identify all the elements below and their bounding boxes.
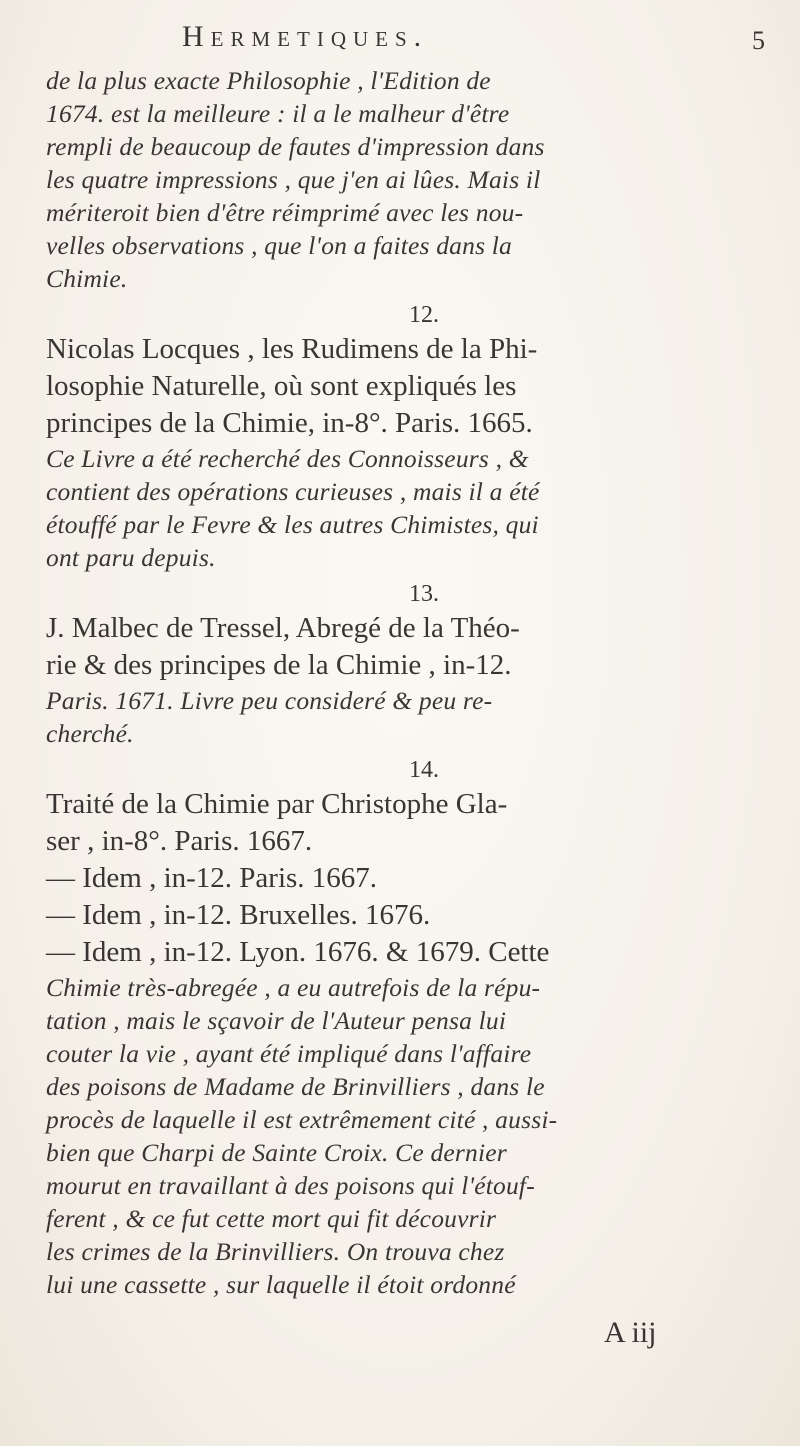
text-line: velles observations , que l'on a faites dans la <box>46 231 513 260</box>
text-line: ferent , & ce fut cette mort qui fit découvrir <box>46 1204 497 1233</box>
text-line: rie & des principes de la Chimie , in-12. <box>46 649 512 681</box>
text-line: Paris. 1671. Livre peu consideré & peu re- <box>46 686 493 715</box>
text-line: rempli de beaucoup de fautes d'impression dans <box>46 132 545 161</box>
text-line: — Idem , in-12. Lyon. 1676. & 1679. Cette <box>46 936 550 968</box>
text-line: mourut en travaillant à des poisons qui l'étouf- <box>46 1171 535 1200</box>
entry-number: 13. <box>409 581 439 607</box>
text-line: les crimes de la Brinvilliers. On trouva chez <box>46 1237 505 1266</box>
text-line: lui une cassette , sur laquelle il étoit ordonné <box>46 1270 516 1299</box>
text-line: 1674. est la meilleure : il a le malheur d'être <box>46 99 510 128</box>
text-line: étouffé par le Fevre & les autres Chimistes, qui <box>46 510 539 539</box>
text-line: mériteroit bien d'être réimprimé avec les nou- <box>46 198 524 227</box>
text-line: de la plus exacte Philosophie , l'Edition de <box>46 66 491 95</box>
text-line: les quatre impressions , que j'en ai lûes. Mais il <box>46 165 541 194</box>
text-line: ont paru depuis. <box>46 543 216 572</box>
text-line: tation , mais le sçavoir de l'Auteur pensa lui <box>46 1006 507 1035</box>
text-line: procès de laquelle il est extrêmement cité , aussi- <box>46 1105 558 1134</box>
running-head <box>0 20 800 60</box>
text-line: ser , in-8°. Paris. 1667. <box>46 825 313 857</box>
text-line: Nicolas Locques , les Rudimens de la Phi- <box>46 333 538 365</box>
entry-number: 12. <box>409 302 439 328</box>
text-line: cherché. <box>46 719 134 748</box>
text-line: — Idem , in-12. Paris. 1667. <box>46 862 378 894</box>
text-line: Chimie très-abregée , a eu autrefois de la répu- <box>46 973 541 1002</box>
running-title: Hermetiques. <box>182 20 429 53</box>
text-line: contient des opérations curieuses , mais il a été <box>46 477 540 506</box>
text-line: des poisons de Madame de Brinvilliers , dans le <box>46 1072 545 1101</box>
text-line: Traité de la Chimie par Christophe Gla- <box>46 788 508 820</box>
text-line: Ce Livre a été recherché des Connoisseurs , & <box>46 444 529 473</box>
body-text <box>46 64 762 1301</box>
text-line: principes de la Chimie, in-8°. Paris. 1665. <box>46 407 533 439</box>
text-line: losophie Naturelle, où sont expliqués les <box>46 370 517 402</box>
entry-number: 14. <box>409 757 439 783</box>
page-number: 5 <box>752 26 765 55</box>
signature-mark: A iij <box>604 1316 657 1349</box>
text-line: couter la vie , ayant été impliqué dans l'affaire <box>46 1039 532 1068</box>
text-line: J. Malbec de Tressel, Abregé de la Théo- <box>46 612 520 644</box>
text-line: bien que Charpi de Sainte Croix. Ce dernier <box>46 1138 507 1167</box>
text-line: — Idem , in-12. Bruxelles. 1676. <box>46 899 431 931</box>
text-line: Chimie. <box>46 264 128 293</box>
